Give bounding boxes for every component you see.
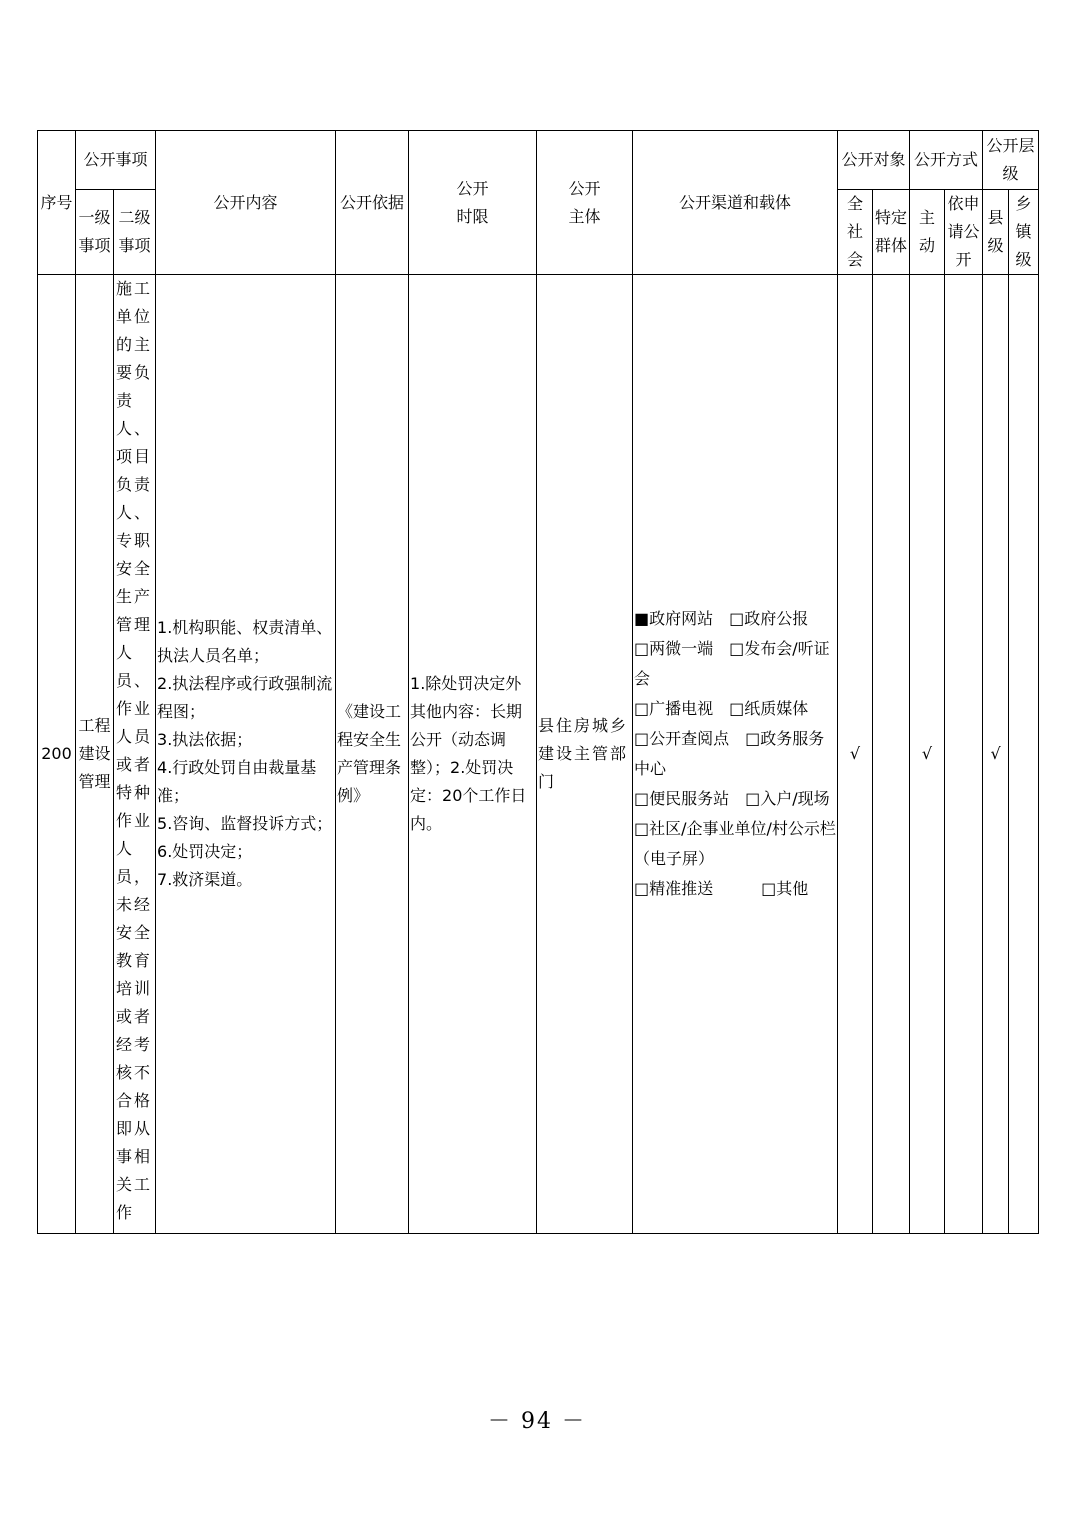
header-township: 乡镇级 bbox=[1009, 190, 1039, 275]
row-county: √ bbox=[983, 275, 1009, 1234]
header-seq: 序号 bbox=[38, 131, 76, 275]
content-item: 5.咨询、监督投诉方式； bbox=[157, 814, 333, 833]
header-basis: 公开依据 bbox=[336, 131, 409, 275]
channel-item: □社区/企事业单位/村公示栏（电子屏） bbox=[634, 819, 836, 868]
row-basis: 《建设工程安全生产管理条例》 bbox=[336, 275, 409, 1234]
page-number: － 94 － bbox=[488, 1409, 586, 1434]
header-channel: 公开渠道和载体 bbox=[633, 131, 838, 275]
channel-item: ■政府网站 □政府公报 bbox=[634, 609, 809, 628]
row-specific-group bbox=[873, 275, 910, 1234]
row-level1: 工程建设管理 bbox=[76, 275, 114, 1234]
header-specific-group: 特定群体 bbox=[873, 190, 910, 275]
content-item: 3.执法依据； bbox=[157, 730, 253, 749]
header-proactive: 主动 bbox=[910, 190, 945, 275]
row-content bbox=[156, 275, 336, 1234]
row-seq: 200 bbox=[38, 275, 76, 1234]
row-level2: 施工单位的主要负责人、项目负责人、专职安全生产管理人员、作业人员或者特种作业人员，未经安全教育培训或者经考核不合格即从事相关工作 bbox=[114, 275, 156, 1234]
channel-item: □公开查阅点 □政务服务中心 bbox=[634, 729, 825, 778]
disclosure-table bbox=[37, 130, 1039, 1234]
header-method: 公开方式 bbox=[910, 131, 983, 190]
row-time-limit: 1.除处罚决定外其他内容：长期公开（动态调整）；2.处罚决定：20个工作日内。 bbox=[409, 275, 537, 1234]
header-audience: 公开对象 bbox=[838, 131, 910, 190]
header-time-limit: 公开时限 bbox=[409, 131, 537, 275]
channel-item: □精准推送 □其他 bbox=[634, 879, 809, 898]
content-item: 6.处罚决定； bbox=[157, 842, 253, 861]
channel-item: □广播电视 □纸质媒体 bbox=[634, 699, 809, 718]
header-subject: 公开主体 bbox=[537, 131, 633, 275]
header-county: 县级 bbox=[983, 190, 1009, 275]
row-proactive: √ bbox=[910, 275, 945, 1234]
header-level2: 二级事项 bbox=[114, 190, 156, 275]
content-item: 7.救济渠道。 bbox=[157, 870, 253, 889]
row-on-request bbox=[945, 275, 983, 1234]
row-township bbox=[1009, 275, 1039, 1234]
table-row bbox=[38, 275, 1039, 1234]
row-all-society: √ bbox=[838, 275, 873, 1234]
header-row-1 bbox=[38, 131, 1039, 190]
content-item: 2.执法程序或行政强制流程图； bbox=[157, 674, 333, 721]
header-level1: 一级事项 bbox=[76, 190, 114, 275]
channel-item: □便民服务站 □入户/现场 bbox=[634, 789, 830, 808]
row-subject: 县住房城乡建设主管部门 bbox=[537, 275, 633, 1234]
content-item: 1.机构职能、权责清单、执法人员名单； bbox=[157, 618, 333, 665]
header-matter: 公开事项 bbox=[76, 131, 156, 190]
content-item: 4.行政处罚自由裁量基准； bbox=[157, 758, 317, 805]
channel-item: □两微一端 □发布会/听证会 bbox=[634, 639, 830, 688]
row-channels bbox=[633, 275, 838, 1234]
header-on-request: 依申请公开 bbox=[945, 190, 983, 275]
header-all-society: 全社会 bbox=[838, 190, 873, 275]
header-tier: 公开层级 bbox=[983, 131, 1039, 190]
header-content: 公开内容 bbox=[156, 131, 336, 275]
